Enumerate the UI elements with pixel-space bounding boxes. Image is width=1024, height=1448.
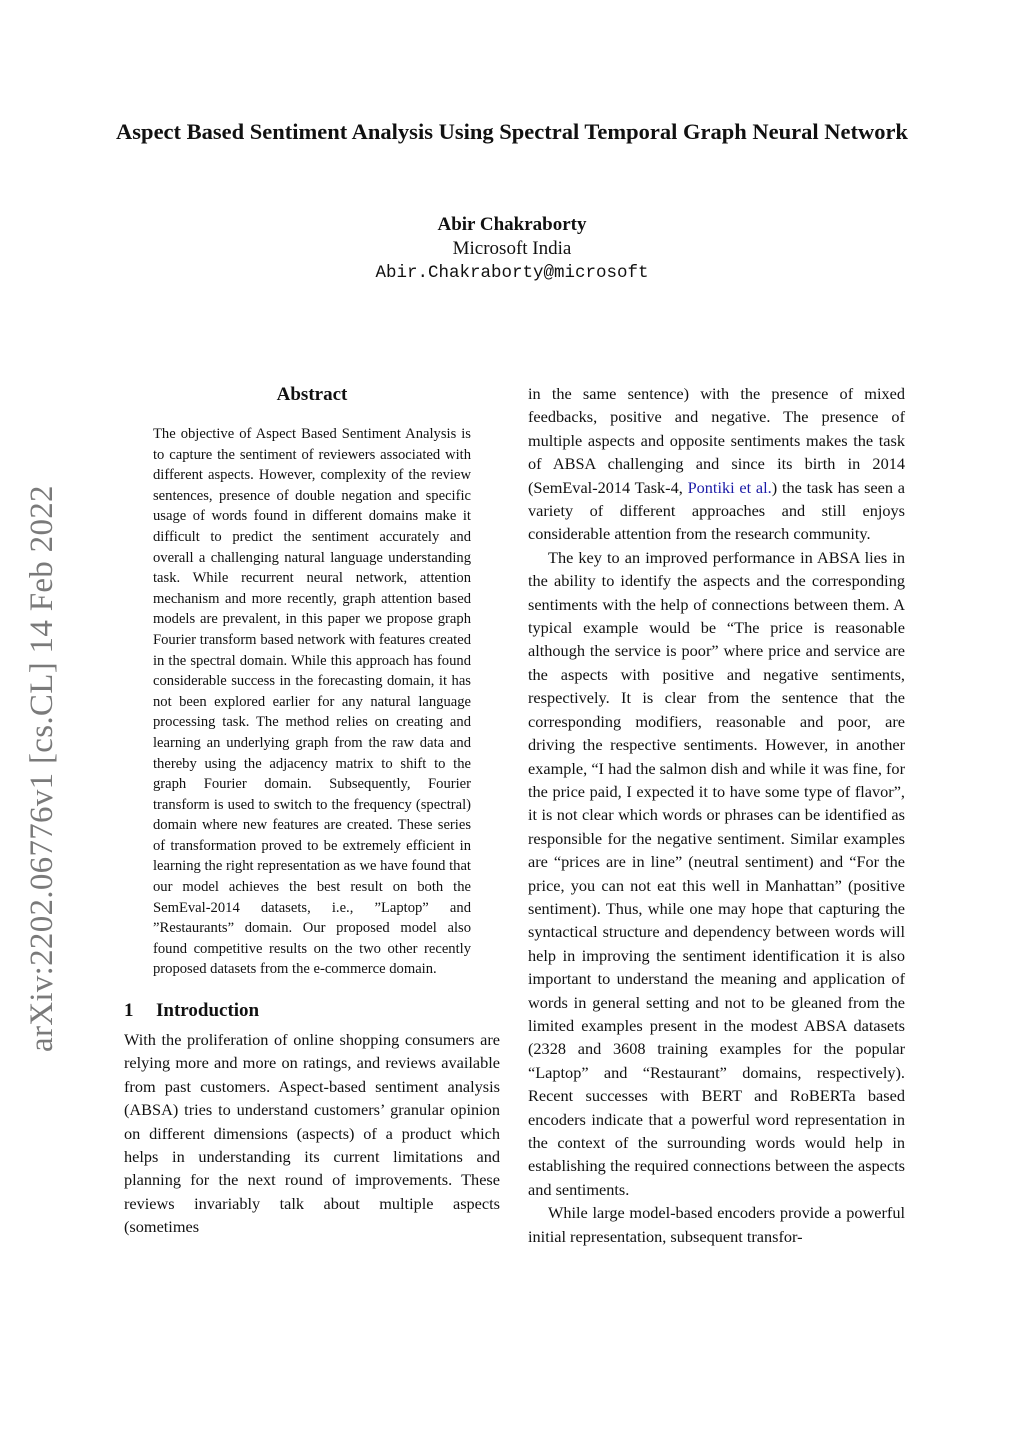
right-column	[528, 382, 905, 1248]
arxiv-stamp: arXiv:2202.06776v1 [cs.CL] 14 Feb 2022	[24, 485, 60, 1052]
intro-paragraph-1-continued	[528, 382, 905, 546]
abstract-heading: Abstract	[276, 384, 348, 405]
intro-paragraph-1-continued-b: ) the task has seen a variety of different approaches and still enjoys considerable attention from the research community.	[528, 477, 905, 544]
author-name: Abir Chakraborty	[437, 214, 587, 235]
author-block	[262, 213, 762, 286]
section-number: 1	[124, 1000, 134, 1022]
author-affiliation: Microsoft India	[452, 238, 572, 259]
abstract-text: The objective of Aspect Based Sentiment Analysis is to capture the sentiment of reviewers associated with different aspects. However, complexity of the review sentences, presence of double negation and specific usage of words found in different domains make it difficult to predict the sentiment accurately and overall a challenging natural language understanding task. While recurrent neural network, attention mechanism and more recently, graph attention based models are prevalent, in this paper we propose graph Fourier transform based network with features created in the spectral domain. While this approach has found considerable success in the forecasting domain, it has not been explored earlier for any natural language processing task. The method relies on creating and learning an underlying graph from the raw data and thereby using the adjacency matrix to shift to the graph Fourier domain. Subsequently, Fourier transform is used to switch to the frequency (spectral) domain where new features are created. These series of transformation proved to be extremely efficient in learning the right representation as we have found that our model achieves the best result on both the SemEval-2014 datasets, i.e., ”Laptop” and ”Restaurants” domain. Our proposed model also found competitive results on the two other recently proposed datasets from the e-commerce domain.	[153, 426, 471, 978]
paper-title: Aspect Based Sentiment Analysis Using Spectral Temporal Graph Neural Network	[116, 119, 908, 144]
section-title: Introduction	[156, 1000, 260, 1022]
citation-link-pontiki[interactable]: Pontiki et al.	[687, 477, 772, 497]
intro-paragraph-3: While large model-based encoders provide a powerful initial representation, subsequent transfor-	[528, 1203, 905, 1246]
left-column	[124, 382, 500, 1239]
intro-paragraph-1-continued-a: in the same sentence) with the presence of mixed feedbacks, positive and negative. The presence of multiple aspects and opposite sentiments makes the task of ABSA challenging and since its birth in 2014 (SemEval-2014 Task-4,	[528, 384, 905, 497]
intro-paragraph-1: With the proliferation of online shopping consumers are relying more and more on ratings, and reviews available from past customers. Aspect-based sentiment analysis (ABSA) tries to understand customers’ granular opinion on different dimensions (aspects) of a product which helps in understanding its current limitations and planning for the next round of improvements. These reviews invariably talk about multiple aspects (sometimes	[124, 1030, 500, 1237]
author-email: Abir.Chakraborty@microsoft	[375, 263, 649, 283]
intro-paragraph-2: The key to an improved performance in ABSA lies in the ability to identify the aspects and the corresponding sentiments with the help of connections between them. A typical example would be “The price is reasonable although the service is poor” where price and service are the aspects with positive and negative sentiments, respectively. It is clear from the sentence that the corresponding modifiers, reasonable and poor, are driving the respective sentiments. However, in another example, “I had the salmon dish and while it was fine, for the price paid, I expected it to have some type of flavor”, it is not clear which words or phrases can be identified as responsible for the negative sentiment. Similar examples are “prices are in line” (neutral sentiment) and “For the price, you can not eat this well in Manhattan” (positive sentiment). Thus, while one may hope that capturing the syntactical structure and dependency between words will help in improving the sentiment identification it is also important to understand the meaning and application of words in general setting and not to be gleaned from the limited examples present in the modest ABSA datasets (2328 and 3608 training examples for the popular “Laptop” and “Restaurant” domains, respectively). Recent successes with BERT and RoBERTa based encoders indicate that a powerful word representation in the context of the surrounding words would help in establishing the required connections between the aspects and sentiments.	[528, 547, 905, 1199]
section-heading-introduction	[124, 998, 500, 1024]
